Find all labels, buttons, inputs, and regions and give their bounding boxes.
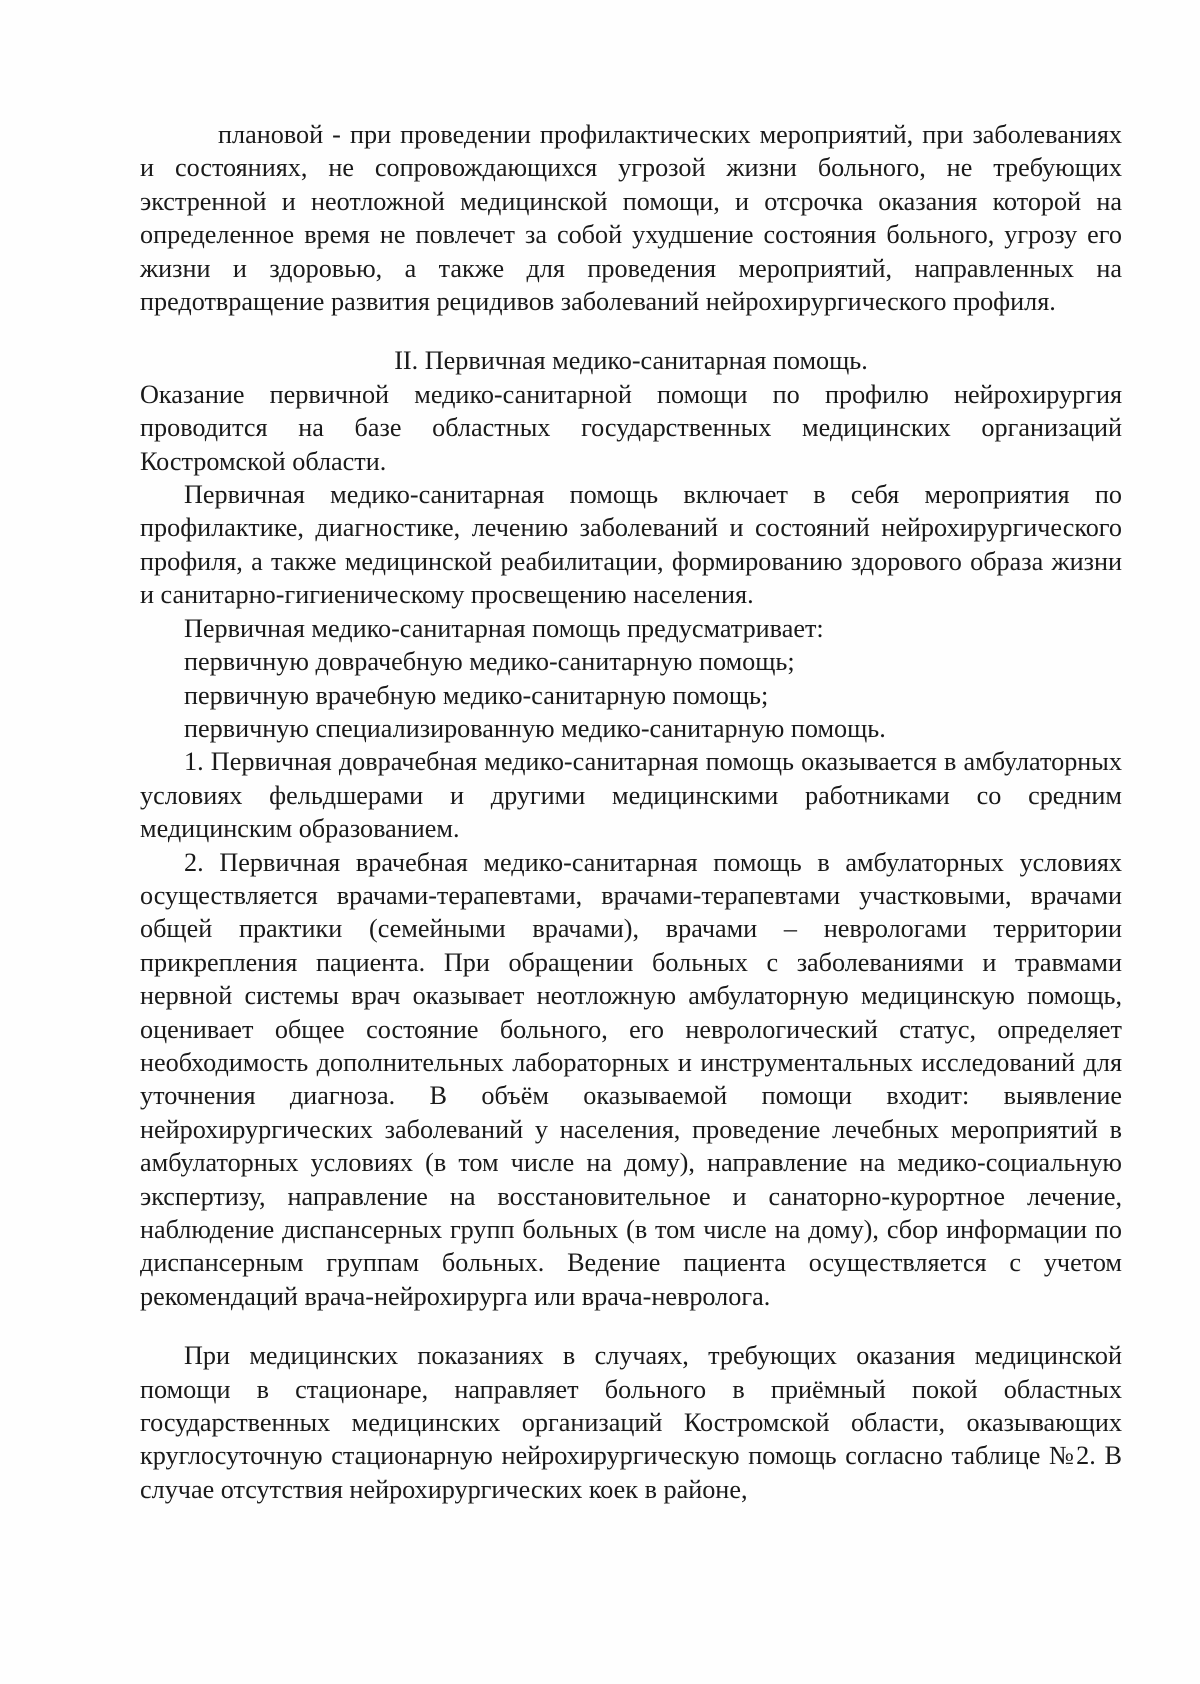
section-heading: II. Первичная медико-санитарная помощь. — [394, 346, 868, 376]
paragraph-provides: Первичная медико-санитарная помощь предусматривает: — [184, 613, 824, 643]
list-item: первичную доврачебную медико-санитарную помощь; — [184, 647, 795, 677]
paragraph-includes: Первичная медико-санитарная помощь включает в себя мероприятия по профилактике, диагностике, лечению заболеваний и состояний нейрохирургического профиля, а также медицинской реабилитации, формированию здорового образа жизни и санитарно-гигиеническому просвещению населения. — [140, 480, 1122, 610]
paragraph-point-2: 2. Первичная врачебная медико-санитарная помощь в амбулаторных условиях осуществляется врачами-терапевтами, врачами-терапевтами участковыми, врачами общей практики (семейными врачами), врачами – неврологами территории прикрепления пациента. При обращении больных с заболеваниями и травмами нервной системы врач оказывает неотложную амбулаторную медицинскую помощь, оценивает общее состояние больного, его неврологический статус, определяет необходимость дополнительных лабораторных и инструментальных исследований для уточнения диагноза. В объём оказываемой помощи входит: выявление нейрохирургических заболеваний у населения, проведение лечебных мероприятий в амбулаторных условиях (в том числе на дому), направление на медико-социальную экспертизу, направление на восстановительное и санаторно-курортное лечение, наблюдение диспансерных групп больных (в том числе на дому), сбор информации по диспансерным группам больных. Ведение пациента осуществляется с учетом рекомендаций врача-нейрохирурга или врача-невролога. — [140, 847, 1122, 1311]
paragraph-hospital-referral: При медицинских показаниях в случаях, требующих оказания медицинской помощи в стационаре, направляет больного в приёмный покой областных государственных медицинских организаций Костромской области, оказывающих круглосуточную стационарную нейрохирургическую помощь согласно таблице №2. В случае отсутствия нейрохирургических коек в районе, — [140, 1341, 1122, 1504]
list-item: первичную специализированную медико-санитарную помощь. — [184, 713, 886, 743]
paragraph-point-1: 1. Первичная доврачебная медико-санитарная помощь оказывается в амбулаторных условиях фельдшерами и другими медицинскими работниками со средним медицинским образованием. — [140, 747, 1122, 844]
document-body — [140, 118, 1122, 1506]
paragraph-intro: Оказание первичной медико-санитарной помощи по профилю нейрохирургия проводится на базе областных государственных медицинских организаций Костромской области. — [140, 379, 1122, 476]
paragraph-planned-care: плановой - при проведении профилактических мероприятий, при заболеваниях и состояниях, не сопровождающихся угрозой жизни больного, не требующих экстренной и неотложной медицинской помощи, и отсрочка оказания которой на определенное время не повлечет за собой ухудшение состояния больного, угрозу его жизни и здоровью, а также для проведения мероприятий, направленных на предотвращение развития рецидивов заболеваний нейрохирургического профиля. — [140, 120, 1122, 317]
list-item: первичную врачебную медико-санитарную помощь; — [184, 680, 769, 710]
